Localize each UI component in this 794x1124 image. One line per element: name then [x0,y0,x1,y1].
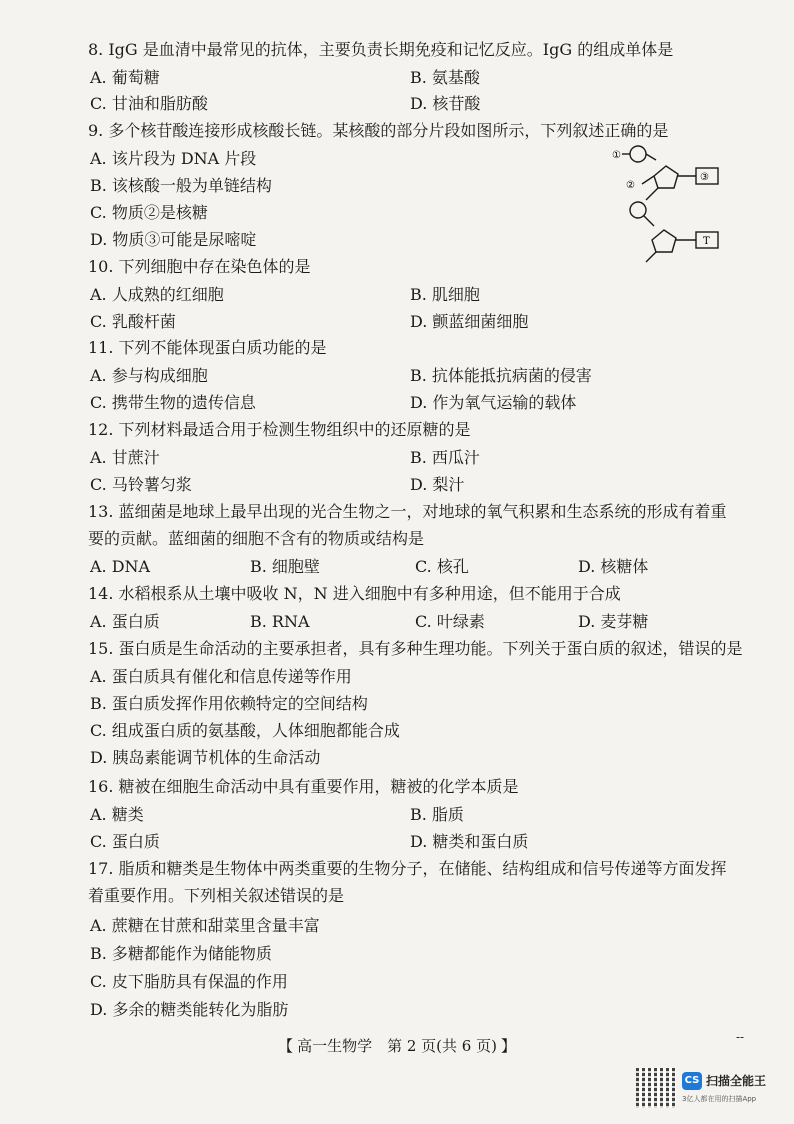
question-stem: 13. 蓝细菌是地球上最早出现的光合生物之一，对地球的氧气积累和生态系统的形成有着重要的贡献。蓝细菌的细胞不含有的物质或结构是 [88,502,727,548]
footer-bracket-right: 】 [500,1037,516,1055]
option-d: D. 颤蓝细菌细胞 [410,312,529,331]
option-c: C. 携带生物的遗传信息 [90,393,256,412]
footer-bracket-left: 【 [278,1037,294,1055]
option-c: C. 马铃薯匀浆 [90,475,192,494]
option-c: C. 叶绿素 [415,612,485,631]
option-d: D. 核苷酸 [410,94,481,113]
option-c: C. 核孔 [415,557,469,576]
question-stem: 8. IgG 是血清中最常见的抗体，主要负责长期免疫和记忆反应。IgG 的组成单体是 [88,40,674,59]
footer-text: 高一生物学 第 2 页(共 6 页) [297,1037,497,1055]
label-phosphate: ① [612,150,621,161]
question-stem: 16. 糖被在细胞生命活动中具有重要作用，糖被的化学本质是 [88,777,519,796]
scanner-tagline: 3亿人都在用的扫描App [682,1095,757,1103]
question-stem: 14. 水稻根系从土壤中吸收 N，N 进入细胞中有多种用途，但不能用于合成 [88,584,621,603]
label-sugar: ② [626,180,635,191]
option-a: A. 蛋白质 [90,612,160,631]
option-c: C. 乳酸杆菌 [90,312,176,331]
option-b: B. 脂质 [410,805,464,824]
scanner-app-name: 扫描全能王 [706,1074,767,1088]
option-c: C. 蛋白质 [90,832,160,851]
option-d: D. 胰岛素能调节机体的生命活动 [90,748,321,767]
question-stem: 11. 下列不能体现蛋白质功能的是 [88,338,327,357]
option-a: A. 参与构成细胞 [90,366,208,385]
option-c: C. 物质②是核糖 [90,203,208,222]
option-d: D. 作为氧气运输的载体 [410,393,577,412]
option-b: B. 抗体能抵抗病菌的侵害 [410,366,592,385]
option-b: B. RNA [250,612,310,631]
option-d: D. 物质③可能是尿嘧啶 [90,230,257,249]
label-base: ③ [700,172,709,183]
question-stem: 9. 多个核苷酸连接形成核酸长链。某核酸的部分片段如图所示，下列叙述正确的是 [88,121,669,140]
scanner-watermark [636,1068,786,1110]
option-a: A. 蛋白质具有催化和信息传递等作用 [90,667,352,686]
option-a: A. DNA [90,557,151,576]
page-footer [0,1035,794,1056]
camscanner-logo-icon: CS [682,1072,702,1090]
option-a: A. 葡萄糖 [90,68,160,87]
option-d: D. 糖类和蛋白质 [410,832,529,851]
option-d: D. 核糖体 [578,557,649,576]
option-a: A. 蔗糖在甘蔗和甜菜里含量丰富 [90,916,320,935]
option-a: A. 该片段为 DNA 片段 [90,149,257,168]
footer-dash: -- [736,1030,745,1044]
option-d: D. 麦芽糖 [578,612,649,631]
option-c: C. 组成蛋白质的氨基酸，人体细胞都能合成 [90,721,400,740]
option-b: B. 该核酸一般为单链结构 [90,176,272,195]
question-stem: 15. 蛋白质是生命活动的主要承担者，具有多种生理功能。下列关于蛋白质的叙述，错误的是 [88,639,743,658]
option-b: B. 肌细胞 [410,285,480,304]
qr-code-icon [636,1068,676,1108]
option-a: A. 甘蔗汁 [90,448,160,467]
question-stem: 10. 下列细胞中存在染色体的是 [88,257,311,276]
question-stem: 12. 下列材料最适合用于检测生物组织中的还原糖的是 [88,420,471,439]
label-base-t: T [703,236,710,247]
option-c: C. 甘油和脂肪酸 [90,94,208,113]
option-d: D. 多余的糖类能转化为脂肪 [90,1000,289,1019]
option-c: C. 皮下脂肪具有保温的作用 [90,972,288,991]
option-d: D. 梨汁 [410,475,465,494]
question-stem: 17. 脂质和糖类是生物体中两类重要的生物分子，在储能、结构组成和信号传递等方面发挥着重要作用。下列相关叙述错误的是 [88,859,727,905]
option-b: B. 氨基酸 [410,68,480,87]
option-b: B. 西瓜汁 [410,448,480,467]
option-a: A. 人成熟的红细胞 [90,285,224,304]
nucleotide-chain-diagram [608,144,728,274]
option-a: A. 糖类 [90,805,144,824]
option-b: B. 多糖都能作为储能物质 [90,944,272,963]
option-b: B. 细胞壁 [250,557,320,576]
option-b: B. 蛋白质发挥作用依赖特定的空间结构 [90,694,368,713]
